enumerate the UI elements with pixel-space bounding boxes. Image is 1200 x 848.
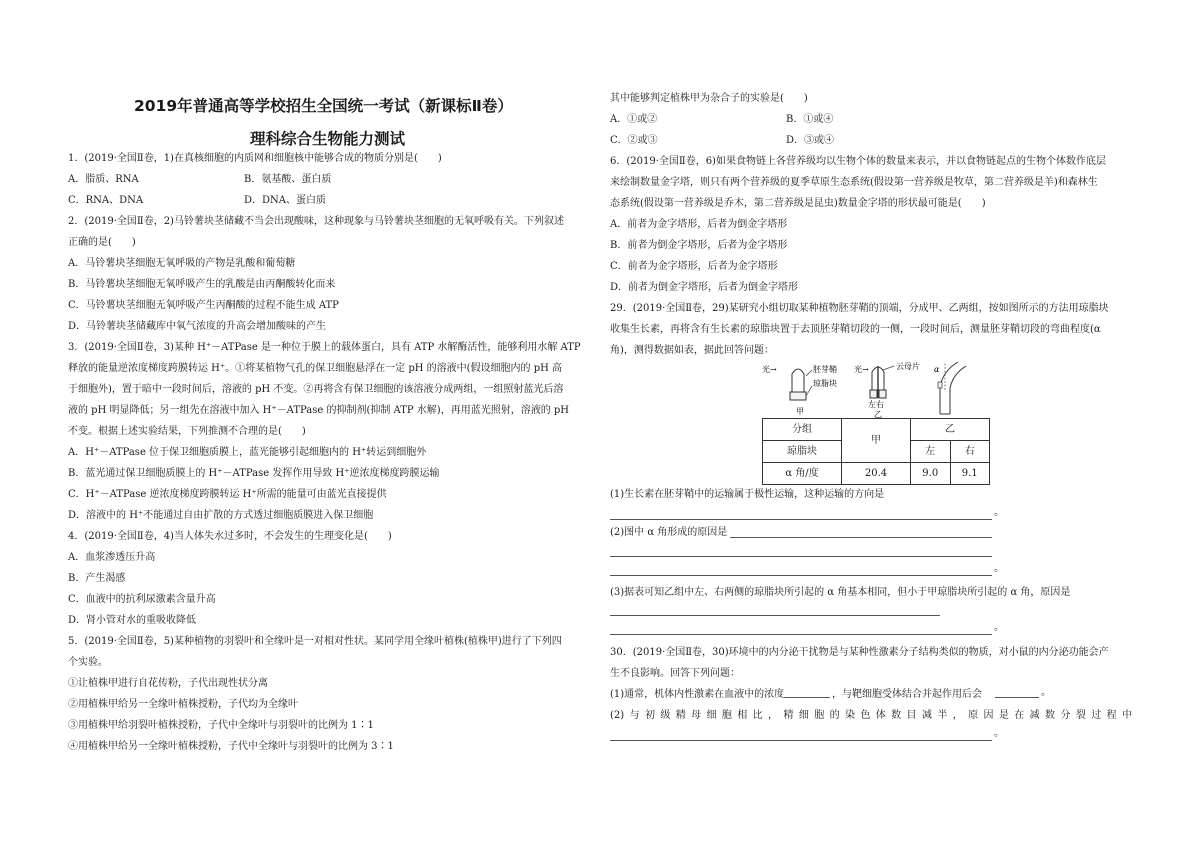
period-mark: 。 — [994, 563, 1004, 574]
option-b: B．氨基酸、蛋白质 — [244, 174, 332, 185]
option-a: A．马铃薯块茎细胞无氧呼吸的产物是乳酸和葡萄糖 — [68, 258, 296, 269]
question-stem: 1．(2019·全国Ⅱ卷，1)在真核细胞的内质网和细胞核中能够合成的物质分别是( ) — [68, 153, 442, 164]
question-stem-cont: 不变。根据上述实验结果，下列推测不合理的是( ) — [68, 426, 306, 437]
coleoptile-tip-shape — [792, 369, 804, 392]
table-cell: 左 — [911, 441, 951, 463]
light-arrow-label: 光→ — [854, 365, 869, 374]
answer-blank — [610, 519, 992, 520]
question-stem: 2．(2019·全国Ⅱ卷，2)马铃薯块茎储藏不当会出现酸味，这种现象与马铃薯块茎细胞的无氧呼吸有关。下列叙述 — [68, 216, 564, 227]
paper-title: 2019年普通高等学校招生全国统一考试（新课标Ⅱ卷） — [134, 97, 513, 115]
period-mark: 。 — [994, 622, 1004, 633]
question-stem-cont: 态系统(假设第一营养级是乔木，第二营养级是昆虫)数量金字塔的形状最可能是( ) — [610, 198, 986, 209]
question-stem: 30．(2019·全国Ⅱ卷，30)环境中的内分泌干扰物是与某种性激素分子结构类似的物质，对小鼠的内分泌功能会产 — [610, 647, 1109, 658]
question-stem: 6．(2019·全国Ⅱ卷，6)如果食物链上各营养级均以生物个体的数量来表示，并以食物链起点的生物个体数作底层 — [610, 156, 1106, 167]
option-d: D．肾小管对水的重吸收降低 — [68, 615, 197, 626]
question-stem-cont: 角)，测得数据如表，据此回答问题： — [610, 345, 774, 356]
option-b: B．产生渴感 — [68, 573, 126, 584]
question-stem: 5．(2019·全国Ⅱ卷，5)某种植物的羽裂叶和全缘叶是一对相对性状。某同学用全缘叶植株(植株甲)进行了下列四 — [68, 636, 562, 647]
option-b: B．蓝光通过保卫细胞质膜上的 H⁺－ATPase 发挥作用导致 H⁺逆浓度梯度跨膜运输 — [68, 468, 440, 479]
table-cell: 甲 — [842, 419, 911, 463]
option-a: A．前者为金字塔形，后者为倒金字塔形 — [610, 219, 788, 230]
option-c: C．血液中的抗利尿激素含量升高 — [68, 594, 216, 605]
question-stem-cont: 正确的是( ) — [68, 237, 136, 248]
question-stem: 29．(2019·全国Ⅱ卷，29)某研究小组切取某种植物胚芽鞘的顶端，分成甲、乙两组，按如图所示的方法用琼脂块 — [610, 303, 1109, 314]
option-c: C．前者为金字塔形，后者为金字塔形 — [610, 261, 778, 272]
question-stem-cont: 释放的能量逆浓度梯度跨膜转运 H⁺。①将某植物气孔的保卫细胞悬浮在一定 pH 的溶液中(假设细胞内的 pH 高 — [68, 363, 563, 374]
agar-block-shape — [790, 392, 806, 400]
option-a: A．①或② — [610, 114, 658, 125]
answer-blank — [610, 615, 940, 616]
group-jia-diagram — [762, 364, 837, 416]
answer-blank — [610, 556, 992, 557]
table-cell: 9.0 — [911, 463, 951, 485]
table-cell: 乙 — [911, 419, 990, 441]
option-b: B．马铃薯块茎细胞无氧呼吸产生的乳酸是由丙酮酸转化而来 — [68, 279, 336, 290]
bent-coleoptile-diagram — [934, 362, 966, 414]
period-mark: 。 — [994, 728, 1004, 739]
table-cell: 分组 — [763, 419, 842, 441]
option-c: C．RNA、DNA — [68, 195, 144, 206]
left-right-label: 左右 — [868, 400, 884, 409]
question-stem: 其中能够判定植株甲为杂合子的实验是( ) — [610, 93, 808, 104]
answer-blank — [610, 740, 992, 741]
light-arrow-label: 光→ — [762, 365, 777, 374]
option-d: D．前者为倒金字塔形，后者为倒金字塔形 — [610, 282, 799, 293]
sub-question-2: (2)与初级精母细胞相比，精细胞的染色体数目减半，原因是在减数分裂过程中 — [610, 710, 1132, 721]
option-b: B．①或④ — [786, 114, 834, 125]
option-a: A．血浆渗透压升高 — [68, 552, 156, 563]
label-yi: 乙 — [874, 410, 882, 419]
sub-question-3: (3)据表可知乙组中左、右两侧的琼脂块所引起的 α 角基本相同，但小于甲琼脂块所引起的 α 角，原因是 — [610, 587, 1071, 598]
group-yi-diagram — [854, 361, 920, 419]
option-a: A．H⁺－ATPase 位于保卫细胞质膜上，蓝光能够引起细胞内的 H⁺转运到细胞外 — [68, 447, 427, 458]
question-stem: 4．(2019·全国Ⅱ卷，4)当人体失水过多时，不会发生的生理变化是( ) — [68, 531, 392, 542]
option-d: D．马铃薯块茎储藏库中氧气浓度的升高会增加酸味的产生 — [68, 321, 327, 332]
experiment-3: ③用植株甲给羽裂叶植株授粉，子代中全缘叶与羽裂叶的比例为 1∶1 — [68, 720, 374, 731]
answer-blank — [730, 537, 992, 538]
sub-question-2: (2)图中 α 角形成的原因是 — [610, 527, 728, 538]
option-a: A．脂质、RNA — [68, 174, 139, 185]
mica-label: 云母片 — [896, 362, 920, 371]
option-b: B．前者为倒金字塔形，后者为金字塔形 — [610, 240, 788, 251]
table-cell: 9.1 — [950, 463, 990, 485]
answer-blank — [995, 697, 1039, 698]
answer-blank — [784, 697, 830, 698]
option-d: D．③或④ — [786, 135, 835, 146]
question-stem-cont: 来绘制数量金字塔，则只有两个营养级的夏季草原生态系统(假设第一营养级是牧草，第二营养级是羊)和森林生 — [610, 177, 1098, 188]
table-cell: 琼脂块 — [763, 441, 842, 463]
data-table — [762, 418, 990, 485]
question-stem-cont: 液的 pH 明显降低；另一组先在溶液中加入 H⁺－ATPase 的抑制剂(抑制 ATP 水解)，再用蓝光照射，溶液的 pH — [68, 405, 570, 416]
agar-label: 琼脂块 — [813, 379, 837, 388]
sub-question-1: (1)生长素在胚芽鞘中的运输属于极性运输，这种运输的方向是 — [610, 489, 885, 500]
question-stem-cont: 收集生长素，再将含有生长素的琼脂块置于去顶胚芽鞘切段的一侧，一段时间后，测量胚芽鞘切段的弯曲程度(α — [610, 324, 1101, 335]
table-cell: 右 — [950, 441, 990, 463]
paper-subtitle: 理科综合生物能力测试 — [250, 130, 406, 148]
coleoptile-label: 胚芽鞘 — [813, 365, 837, 374]
experiment-4: ④用植株甲给另一全缘叶植株授粉，子代中全缘叶与羽裂叶的比例为 3∶1 — [68, 741, 394, 752]
sub-question-1-part-b: ，与靶细胞受体结合并起作用后会 — [832, 689, 982, 700]
experiment-2: ②用植株甲给另一全缘叶植株授粉，子代均为全缘叶 — [68, 699, 298, 710]
question-stem-cont: 于细胞外)，置于暗中一段时间后，溶液的 pH 不变。②再将含有保卫细胞的该溶液分成两组，一组照射蓝光后溶 — [68, 384, 564, 395]
label-jia: 甲 — [796, 407, 804, 416]
option-c: C．②或③ — [610, 135, 658, 146]
table-cell: 20.4 — [842, 463, 911, 485]
period-mark: 。 — [994, 507, 1004, 518]
sub-question-1-part-a: (1)通常，机体内性激素在血液中的浓度 — [610, 689, 785, 700]
alpha-label: α — [934, 365, 940, 374]
question-stem-cont: 个实验。 — [68, 657, 108, 668]
question-stem: 3．(2019·全国Ⅱ卷，3)某种 H⁺－ATPase 是一种位于膜上的载体蛋白，具有 ATP 水解酶活性，能够利用水解 ATP — [68, 342, 581, 353]
answer-blank — [610, 634, 992, 635]
experiment-1: ①让植株甲进行自花传粉，子代出现性状分离 — [68, 678, 268, 689]
period-mark: 。 — [1041, 687, 1051, 698]
option-c: C．H⁺－ATPase 逆浓度梯度跨膜转运 H⁺所需的能量可由蓝光直接提供 — [68, 489, 387, 500]
option-d: D．溶液中的 H⁺不能通过自由扩散的方式透过细胞质膜进入保卫细胞 — [68, 510, 374, 521]
question-stem-cont: 生不良影响。回答下列问题： — [610, 668, 740, 679]
option-c: C．马铃薯块茎细胞无氧呼吸产生丙酮酸的过程不能生成 ATP — [68, 300, 339, 311]
answer-blank — [610, 575, 992, 576]
table-cell: α 角/度 — [763, 463, 842, 485]
option-d: D．DNA、蛋白质 — [244, 195, 327, 206]
